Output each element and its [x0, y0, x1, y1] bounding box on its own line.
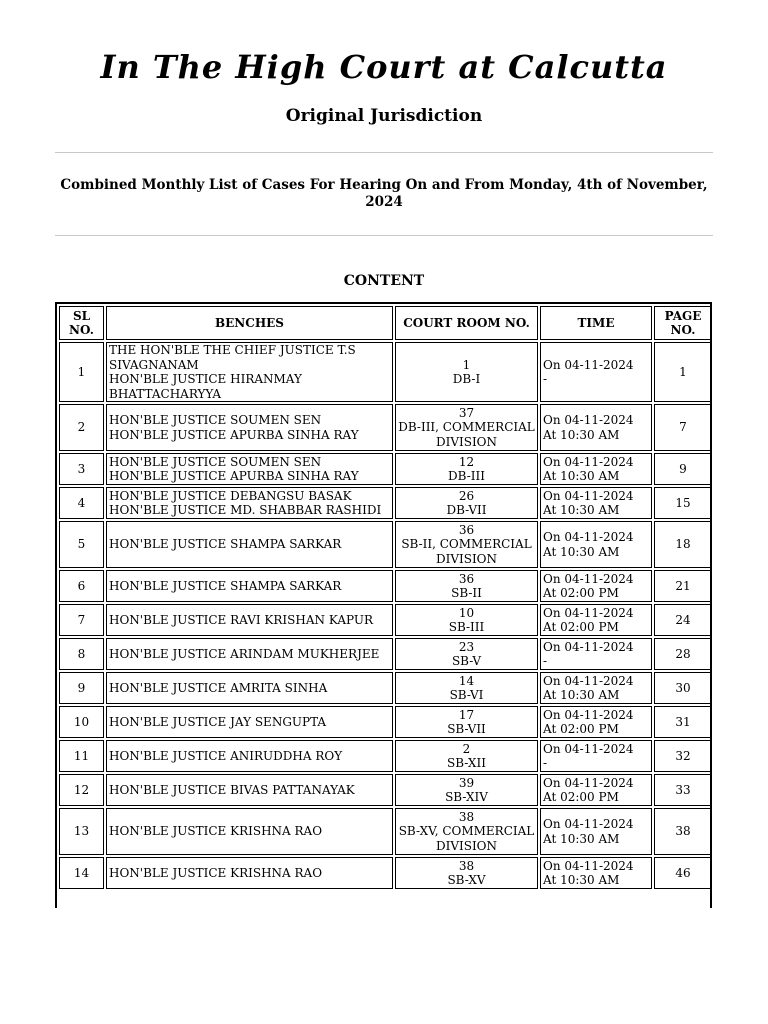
hearing-date: On 04-11-2024 — [543, 413, 634, 427]
bench-judge-name: THE HON'BLE THE CHIEF JUSTICE T.S SIVAGNANAM — [109, 343, 356, 372]
bench-judge-name: HON'BLE JUSTICE HIRANMAY BHATTACHARYYA — [109, 372, 302, 401]
hearing-time: At 10:30 AM — [543, 873, 620, 887]
bench-judge-name: HON'BLE JUSTICE KRISHNA RAO — [109, 865, 323, 880]
table-row — [59, 740, 712, 772]
table-row — [59, 342, 712, 402]
bench-judge-name: HON'BLE JUSTICE BIVAS PATTANAYAK — [109, 782, 355, 797]
table-row — [59, 857, 712, 889]
court-room-cell — [395, 808, 538, 855]
hearing-time: At 02:00 PM — [543, 722, 619, 736]
court-room-cell — [395, 638, 538, 670]
hearing-date: On 04-11-2024 — [543, 571, 634, 586]
time-cell — [540, 342, 652, 402]
table-row — [59, 638, 712, 670]
page-cell: 28 — [654, 638, 712, 670]
hearing-time: At 02:00 PM — [543, 620, 619, 634]
bench-judge-name: HON'BLE JUSTICE AMRITA SINHA — [109, 680, 328, 695]
time-cell — [540, 521, 652, 568]
hearing-date: On 04-11-2024 — [543, 707, 634, 722]
hearing-date: On 04-11-2024 — [543, 530, 634, 544]
hearing-time: At 10:30 AM — [543, 503, 620, 517]
court-room-cell — [395, 487, 538, 519]
court-room-cell — [395, 404, 538, 451]
hearing-date: On 04-11-2024 — [543, 775, 634, 790]
table-row — [59, 453, 712, 485]
col-header-time: TIME — [540, 306, 652, 340]
page-cell: 38 — [654, 808, 712, 855]
court-title: In The High Court at Calcutta — [100, 48, 668, 86]
bench-judge-name: HON'BLE JUSTICE ARINDAM MUKHERJEE — [109, 646, 380, 661]
hearing-time: - — [543, 654, 548, 668]
sl-cell: 7 — [59, 604, 104, 636]
bench-judge-name: HON'BLE JUSTICE SOUMEN SEN — [109, 413, 322, 427]
court-room-number: 23 — [458, 639, 475, 654]
page-cell: 33 — [654, 774, 712, 806]
time-cell — [540, 638, 652, 670]
benches-cell — [106, 638, 393, 670]
bench-designation: SB-III — [448, 620, 485, 634]
page-cell: 21 — [654, 570, 712, 602]
hearing-date: On 04-11-2024 — [543, 488, 634, 503]
table-row — [59, 570, 712, 602]
jurisdiction-subtitle: Original Jurisdiction — [285, 106, 483, 126]
sl-cell: 4 — [59, 487, 104, 519]
court-room-cell — [395, 706, 538, 738]
hearing-time: At 10:30 AM — [543, 544, 620, 559]
court-room-cell — [395, 672, 538, 704]
bench-judge-name: HON'BLE JUSTICE KRISHNA RAO — [109, 824, 323, 839]
table-body — [59, 342, 712, 889]
bench-judge-name: HON'BLE JUSTICE DEBANGSU BASAK — [109, 488, 352, 503]
bench-judge-name: HON'BLE JUSTICE APURBA SINHA RAY — [109, 427, 359, 442]
time-cell — [540, 404, 652, 451]
court-room-number: 1 — [462, 357, 471, 372]
bench-judge-name: HON'BLE JUSTICE MD. SHABBAR RASHIDI — [109, 503, 382, 517]
hearing-time: At 10:30 AM — [543, 831, 620, 846]
court-room-number: 26 — [458, 488, 475, 503]
court-room-number: 39 — [458, 775, 475, 790]
court-room-number: 36 — [458, 571, 475, 586]
hearing-date: On 04-11-2024 — [543, 817, 634, 831]
court-room-number: 37 — [458, 405, 475, 420]
sl-cell: 8 — [59, 638, 104, 670]
hearing-date: On 04-11-2024 — [543, 454, 634, 469]
bench-designation: DB-III, COMMERCIAL DIVISION — [398, 420, 535, 449]
benches-cell — [106, 404, 393, 451]
content-table-wrapper — [55, 302, 712, 908]
bench-judge-name: HON'BLE JUSTICE ANIRUDDHA ROY — [109, 748, 343, 763]
sl-cell: 12 — [59, 774, 104, 806]
court-room-cell — [395, 342, 538, 402]
bench-designation: SB-XV, COMMERCIAL DIVISION — [398, 824, 535, 853]
table-header-row — [59, 306, 712, 340]
time-cell — [540, 706, 652, 738]
table-row — [59, 672, 712, 704]
benches-cell — [106, 774, 393, 806]
time-cell — [540, 672, 652, 704]
hearing-time: At 02:00 PM — [543, 586, 619, 600]
bench-designation: DB-I — [452, 372, 481, 386]
divider-top — [55, 152, 713, 153]
bench-designation: SB-VI — [449, 688, 484, 702]
court-room-cell — [395, 604, 538, 636]
bench-designation: SB-VII — [447, 722, 486, 736]
sl-cell: 13 — [59, 808, 104, 855]
benches-cell — [106, 453, 393, 485]
sl-cell: 14 — [59, 857, 104, 889]
bench-designation: DB-III — [448, 469, 485, 483]
court-room-number: 2 — [462, 741, 471, 756]
court-room-cell — [395, 521, 538, 568]
page-cell: 18 — [654, 521, 712, 568]
table-row — [59, 404, 712, 451]
divider-bottom — [55, 235, 713, 236]
col-header-page: PAGE NO. — [654, 306, 712, 340]
page-cell: 24 — [654, 604, 712, 636]
page-cell: 31 — [654, 706, 712, 738]
time-cell — [540, 453, 652, 485]
court-room-number: 10 — [458, 605, 475, 620]
col-header-benches: BENCHES — [106, 306, 393, 340]
time-cell — [540, 808, 652, 855]
page-cell: 1 — [654, 342, 712, 402]
court-room-cell — [395, 453, 538, 485]
hearing-time: - — [543, 372, 548, 386]
bench-judge-name: HON'BLE JUSTICE RAVI KRISHAN KAPUR — [109, 612, 373, 627]
bench-designation: SB-V — [451, 654, 482, 668]
court-room-number: 17 — [458, 707, 475, 722]
table-row — [59, 808, 712, 855]
sl-cell: 10 — [59, 706, 104, 738]
bench-judge-name: HON'BLE JUSTICE APURBA SINHA RAY — [109, 469, 359, 483]
page-cell: 9 — [654, 453, 712, 485]
page-cell: 30 — [654, 672, 712, 704]
hearing-date: On 04-11-2024 — [543, 858, 634, 873]
benches-cell — [106, 570, 393, 602]
bench-judge-name: HON'BLE JUSTICE SHAMPA SARKAR — [109, 537, 342, 552]
court-room-number: 14 — [458, 673, 475, 688]
benches-cell — [106, 342, 393, 402]
page-cell: 32 — [654, 740, 712, 772]
page-cell: 46 — [654, 857, 712, 889]
content-table — [57, 304, 712, 891]
sl-cell: 11 — [59, 740, 104, 772]
page-cell: 7 — [654, 404, 712, 451]
hearing-date: On 04-11-2024 — [543, 639, 634, 654]
court-room-cell — [395, 774, 538, 806]
hearing-date: On 04-11-2024 — [543, 605, 634, 620]
court-room-cell — [395, 570, 538, 602]
time-cell — [540, 774, 652, 806]
hearing-time: At 10:30 AM — [543, 469, 620, 483]
time-cell — [540, 604, 652, 636]
bench-designation: SB-II, COMMERCIAL DIVISION — [401, 537, 532, 566]
time-cell — [540, 570, 652, 602]
table-row — [59, 706, 712, 738]
content-heading: CONTENT — [343, 273, 425, 289]
table-row — [59, 774, 712, 806]
hearing-time: - — [543, 756, 548, 770]
court-room-number: 12 — [458, 454, 475, 469]
table-row — [59, 604, 712, 636]
bench-designation: SB-XII — [447, 756, 486, 770]
benches-cell — [106, 706, 393, 738]
sl-cell: 3 — [59, 453, 104, 485]
benches-cell — [106, 487, 393, 519]
benches-cell — [106, 740, 393, 772]
table-row — [59, 521, 712, 568]
court-room-cell — [395, 857, 538, 889]
list-heading: Combined Monthly List of Cases For Hearing On and From Monday, 4th of November, 2024 — [60, 177, 708, 210]
sl-cell: 5 — [59, 521, 104, 568]
court-room-cell — [395, 740, 538, 772]
benches-cell — [106, 857, 393, 889]
time-cell — [540, 857, 652, 889]
bench-designation: SB-II — [451, 586, 482, 600]
page-cell: 15 — [654, 487, 712, 519]
sl-cell: 2 — [59, 404, 104, 451]
sl-cell: 9 — [59, 672, 104, 704]
sl-cell: 6 — [59, 570, 104, 602]
table-row — [59, 487, 712, 519]
sl-cell: 1 — [59, 342, 104, 402]
benches-cell — [106, 604, 393, 636]
bench-designation: DB-VII — [446, 503, 487, 517]
hearing-time: At 02:00 PM — [543, 790, 619, 804]
hearing-time: At 10:30 AM — [543, 427, 620, 442]
col-header-court-room: COURT ROOM NO. — [395, 306, 538, 340]
bench-judge-name: HON'BLE JUSTICE SHAMPA SARKAR — [109, 578, 342, 593]
time-cell — [540, 487, 652, 519]
hearing-date: On 04-11-2024 — [543, 357, 634, 372]
col-header-sl: SL NO. — [59, 306, 104, 340]
hearing-date: On 04-11-2024 — [543, 673, 634, 688]
hearing-date: On 04-11-2024 — [543, 741, 634, 756]
benches-cell — [106, 521, 393, 568]
benches-cell — [106, 672, 393, 704]
time-cell — [540, 740, 652, 772]
bench-designation: SB-XV — [447, 873, 486, 887]
bench-designation: SB-XIV — [445, 790, 488, 804]
court-room-number: 36 — [458, 522, 475, 537]
court-room-number: 38 — [458, 809, 475, 824]
bench-judge-name: HON'BLE JUSTICE SOUMEN SEN — [109, 454, 322, 469]
hearing-time: At 10:30 AM — [543, 688, 620, 702]
court-room-number: 38 — [458, 858, 475, 873]
benches-cell — [106, 808, 393, 855]
bench-judge-name: HON'BLE JUSTICE JAY SENGUPTA — [109, 714, 327, 729]
